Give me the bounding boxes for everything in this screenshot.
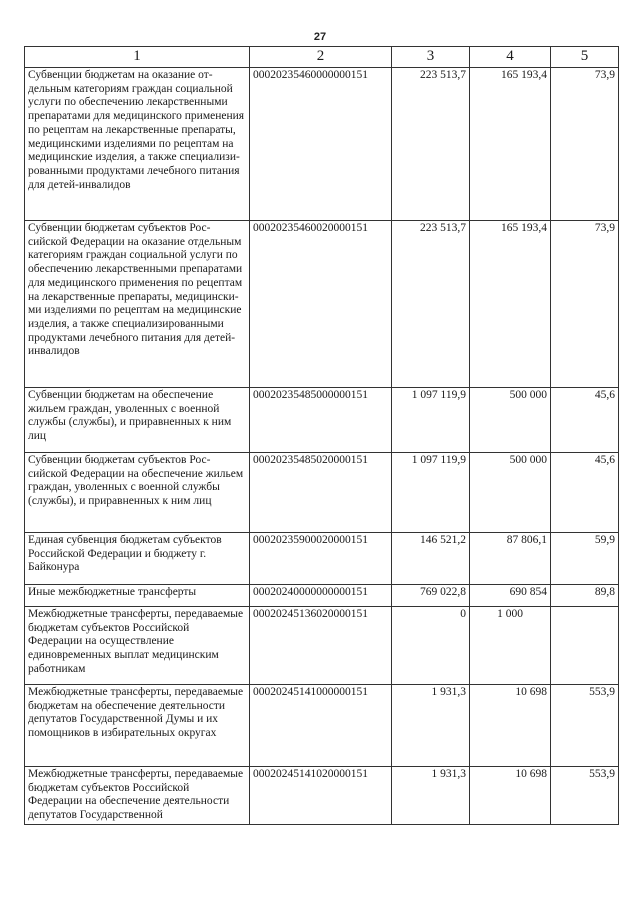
row-name: Субвенции бюджетам субъектов Российской Федерации на оказание отдельным категориям граждан социальной услуги по обеспечению лекарственными препаратами для медицинского применения по рецептам на лекарственные препараты, медицинскими изделиями по рецептам на медицинские изделия, а также специализированными продуктами лечебного питания для детей-инвалидов: [25, 221, 250, 388]
column-header-5: 5: [551, 47, 619, 68]
table-row: [25, 607, 619, 685]
row-col5: 45,6: [551, 388, 619, 453]
row-col4: 500 000: [470, 453, 551, 533]
row-col4: 500 000: [470, 388, 551, 453]
page-number: 27: [313, 31, 327, 43]
row-col3: 223 513,7: [392, 68, 470, 221]
row-col3: 1 097 119,9: [392, 453, 470, 533]
column-header-2: 2: [250, 47, 392, 68]
row-name: Субвенции бюджетам субъектов Российской Федерации на обеспечение жильем граждан, уволенных с военной службы (службы), и приравненных к ним лиц: [25, 453, 250, 533]
row-name: Субвенции бюджетам на обеспечение жильем граждан, уволенных с военной службы (службы), и приравненных к ним лиц: [25, 388, 250, 453]
table-row: [25, 388, 619, 453]
row-col3: 1 931,3: [392, 685, 470, 767]
row-name: Единая субвенция бюджетам субъектов Российской Федерации и бюджету г. Байконура: [25, 533, 250, 585]
table-row: [25, 221, 619, 388]
row-name: Субвенции бюджетам на оказание отдельным категориям граждан социальной услуги по обеспечению лекарственными препаратами для медицинского применения по рецептам на лекарственные препараты, медицинскими изделиями по рецептам на медицинские изделия, а также специализированными продуктами лечебного питания для детей-инвалидов: [25, 68, 250, 221]
row-code: 00020235460000000151: [250, 68, 392, 221]
table-row: [25, 767, 619, 825]
row-name: Межбюджетные трансферты, передаваемые бюджетам субъектов Российской Федерации на обеспечение деятельности депутатов Государственной: [25, 767, 250, 825]
row-code: 00020235900020000151: [250, 533, 392, 585]
row-col3: 1 097 119,9: [392, 388, 470, 453]
row-code: 00020235485000000151: [250, 388, 392, 453]
row-col4: 690 854: [470, 585, 551, 607]
row-col5: 59,9: [551, 533, 619, 585]
table-header-row: [25, 47, 619, 68]
row-col4: 1 000: [470, 607, 551, 685]
row-col4: 10 698: [470, 685, 551, 767]
row-code: 00020235485020000151: [250, 453, 392, 533]
row-col5: 553,9: [551, 685, 619, 767]
row-col5: 553,9: [551, 767, 619, 825]
row-name: Межбюджетные трансферты, передаваемые бюджетам на обеспечение деятельности депутатов Государственной Думы и их помощников в избирательных округах: [25, 685, 250, 767]
table-row: [25, 68, 619, 221]
row-col5: 45,6: [551, 453, 619, 533]
column-header-4: 4: [470, 47, 551, 68]
row-col3: 769 022,8: [392, 585, 470, 607]
table-row: [25, 685, 619, 767]
row-code: 00020240000000000151: [250, 585, 392, 607]
row-col4: 10 698: [470, 767, 551, 825]
row-col4: 165 193,4: [470, 221, 551, 388]
row-code: 00020245141020000151: [250, 767, 392, 825]
row-col4: 87 806,1: [470, 533, 551, 585]
row-code: 00020245136020000151: [250, 607, 392, 685]
row-col4: 165 193,4: [470, 68, 551, 221]
row-name: Иные межбюджетные трансферты: [25, 585, 250, 607]
row-col5: 89,8: [551, 585, 619, 607]
table-row: [25, 453, 619, 533]
row-col3: 1 931,3: [392, 767, 470, 825]
row-code: 00020245141000000151: [250, 685, 392, 767]
row-col3: 223 513,7: [392, 221, 470, 388]
column-header-3: 3: [392, 47, 470, 68]
row-code: 00020235460020000151: [250, 221, 392, 388]
row-col3: 146 521,2: [392, 533, 470, 585]
budget-table: [24, 46, 619, 825]
row-col5: [551, 607, 619, 685]
column-header-1: 1: [25, 47, 250, 68]
row-col3: 0: [392, 607, 470, 685]
row-col5: 73,9: [551, 68, 619, 221]
row-name: Межбюджетные трансферты, передаваемые бюджетам субъектов Российской Федерации на осуществление единовременных выплат медицинским работникам: [25, 607, 250, 685]
table-row: [25, 585, 619, 607]
row-col5: 73,9: [551, 221, 619, 388]
table-row: [25, 533, 619, 585]
